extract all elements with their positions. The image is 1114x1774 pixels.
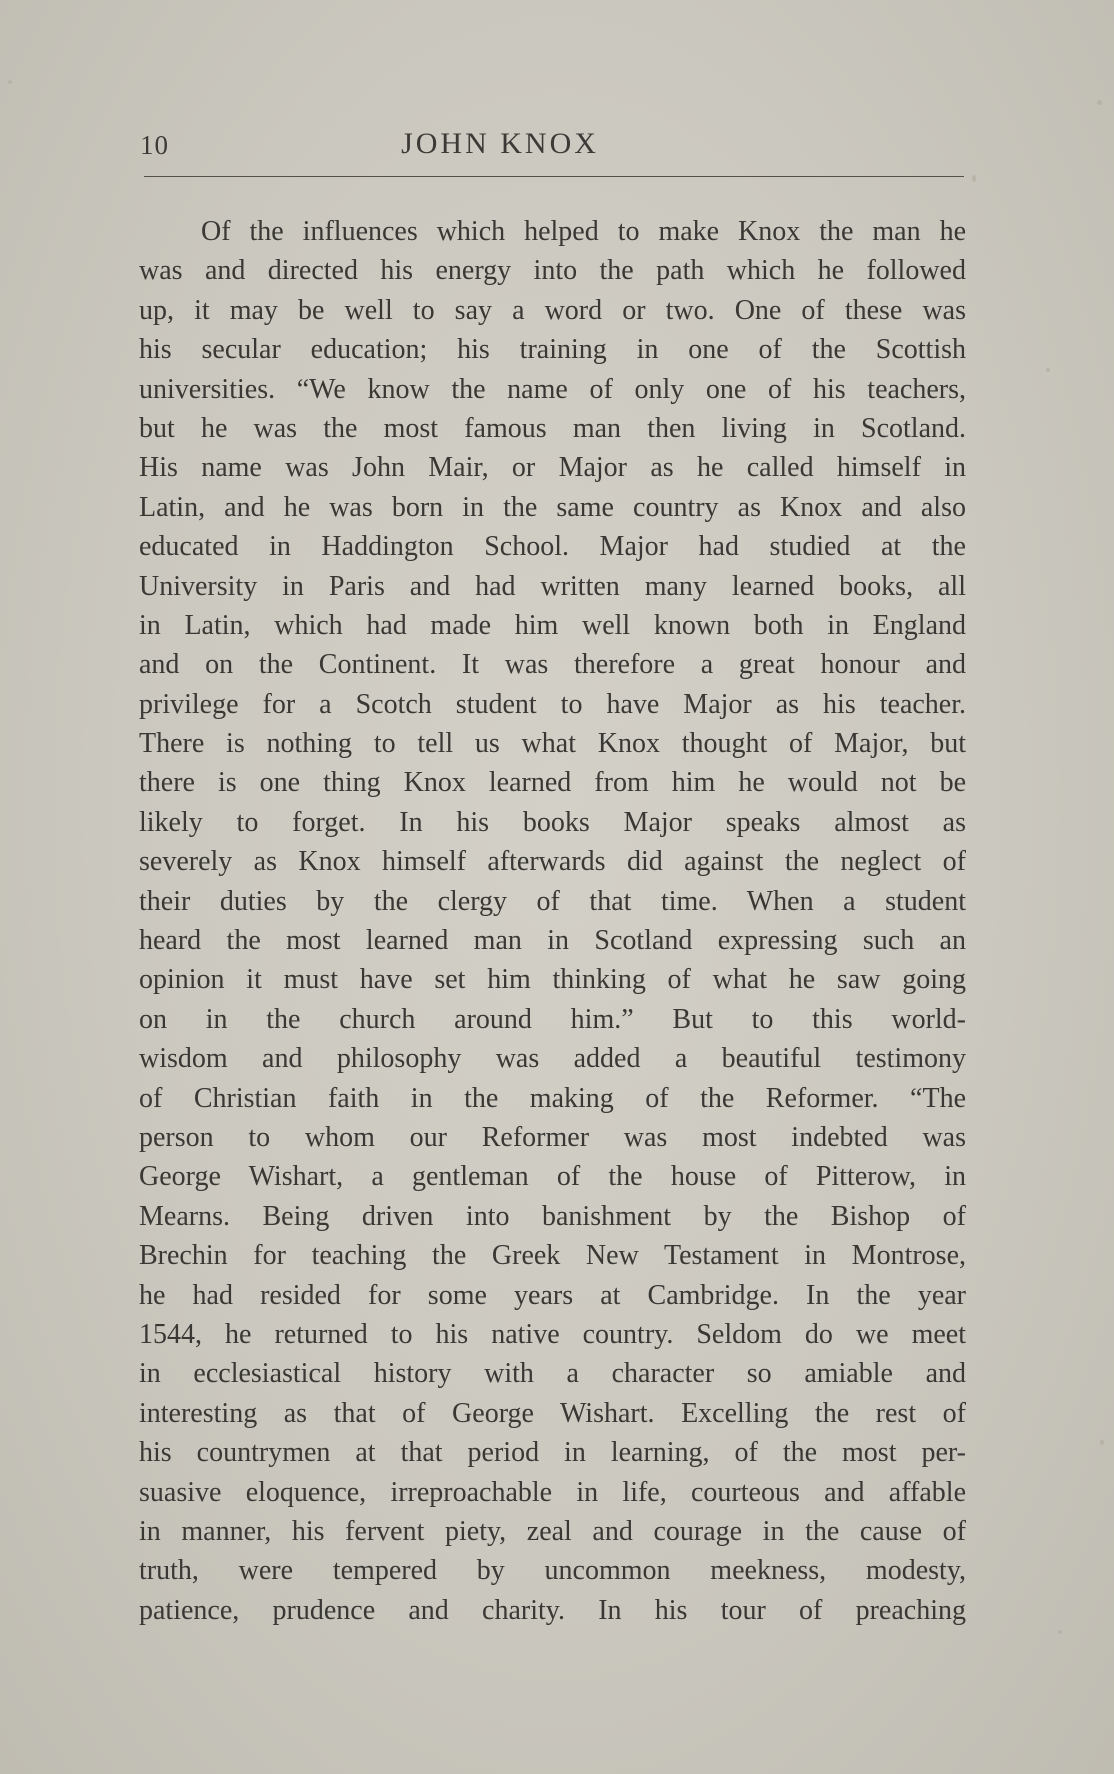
text-line: patience, prudence and charity. In his tour of preaching (139, 1594, 966, 1626)
text-line: and on the Continent. It was therefore a great honour and (139, 649, 966, 681)
text-line: opinion it must have set him thinking of what he saw going (139, 964, 966, 996)
paper-speck (1097, 100, 1102, 105)
body-text (139, 212, 966, 1630)
text-line: severely as Knox himself afterwards did against the neglect of (139, 846, 966, 878)
text-line: person to whom our Reformer was most indebted was (139, 1121, 966, 1153)
text-line: wisdom and philosophy was added a beautiful testimony (139, 1043, 966, 1075)
text-line: Brechin for teaching the Greek New Testament in Montrose, (139, 1240, 966, 1272)
text-line: up, it may be well to say a word or two. One of these was (139, 294, 966, 326)
paper-speck (1046, 368, 1050, 372)
text-line: heard the most learned man in Scotland expressing such an (139, 925, 966, 957)
text-line: Mearns. Being driven into banishment by the Bishop of (139, 1200, 966, 1232)
text-line: but he was the most famous man then living in Scotland. (139, 412, 966, 444)
text-line: in ecclesiastical history with a character so amiable and (139, 1358, 966, 1390)
page-number: 10 (140, 130, 169, 160)
text-line: there is one thing Knox learned from him he would not be (139, 767, 966, 799)
paper-speck (972, 175, 976, 182)
header-rule (144, 176, 964, 177)
text-line: in manner, his fervent piety, zeal and courage in the cause of (139, 1515, 966, 1547)
text-line: was and directed his energy into the path which he followed (139, 255, 966, 287)
text-line: educated in Haddington School. Major had studied at the (139, 531, 966, 563)
text-line: his countrymen at that period in learning, of the most per- (139, 1437, 966, 1469)
text-line: of Christian faith in the making of the Reformer. “The (139, 1082, 966, 1114)
text-line: George Wishart, a gentleman of the house of Pitterow, in (139, 1161, 966, 1193)
text-line: universities. “We know the name of only one of his teachers, (139, 373, 966, 405)
text-line: interesting as that of George Wishart. Excelling the rest of (139, 1397, 966, 1429)
text-line: privilege for a Scotch student to have Major as his teacher. (139, 688, 966, 720)
text-line: his secular education; his training in one of the Scottish (139, 334, 966, 366)
paper-speck (8, 80, 12, 84)
text-line: His name was John Mair, or Major as he called himself in (139, 452, 966, 484)
text-line: in Latin, which had made him well known both in England (139, 609, 966, 641)
paper-speck (1058, 1630, 1062, 1634)
text-line: their duties by the clergy of that time. When a student (139, 885, 966, 917)
text-line: There is nothing to tell us what Knox thought of Major, but (139, 728, 966, 760)
text-line: suasive eloquence, irreproachable in life, courteous and affable (139, 1476, 966, 1508)
text-line: Of the influences which helped to make Knox the man he (201, 216, 966, 247)
paper-speck (1100, 1440, 1104, 1445)
text-line: he had resided for some years at Cambridge. In the year (139, 1279, 966, 1311)
text-line: likely to forget. In his books Major speaks almost as (139, 806, 966, 838)
text-line: University in Paris and had written many learned books, all (139, 570, 966, 602)
text-line: truth, were tempered by uncommon meekness, modesty, (139, 1555, 966, 1587)
text-line: on in the church around him.” But to this world- (139, 1003, 966, 1035)
text-line: Latin, and he was born in the same country as Knox and also (139, 491, 966, 523)
running-head: JOHN KNOX (401, 127, 599, 160)
text-line: 1544, he returned to his native country. Seldom do we meet (139, 1318, 966, 1350)
